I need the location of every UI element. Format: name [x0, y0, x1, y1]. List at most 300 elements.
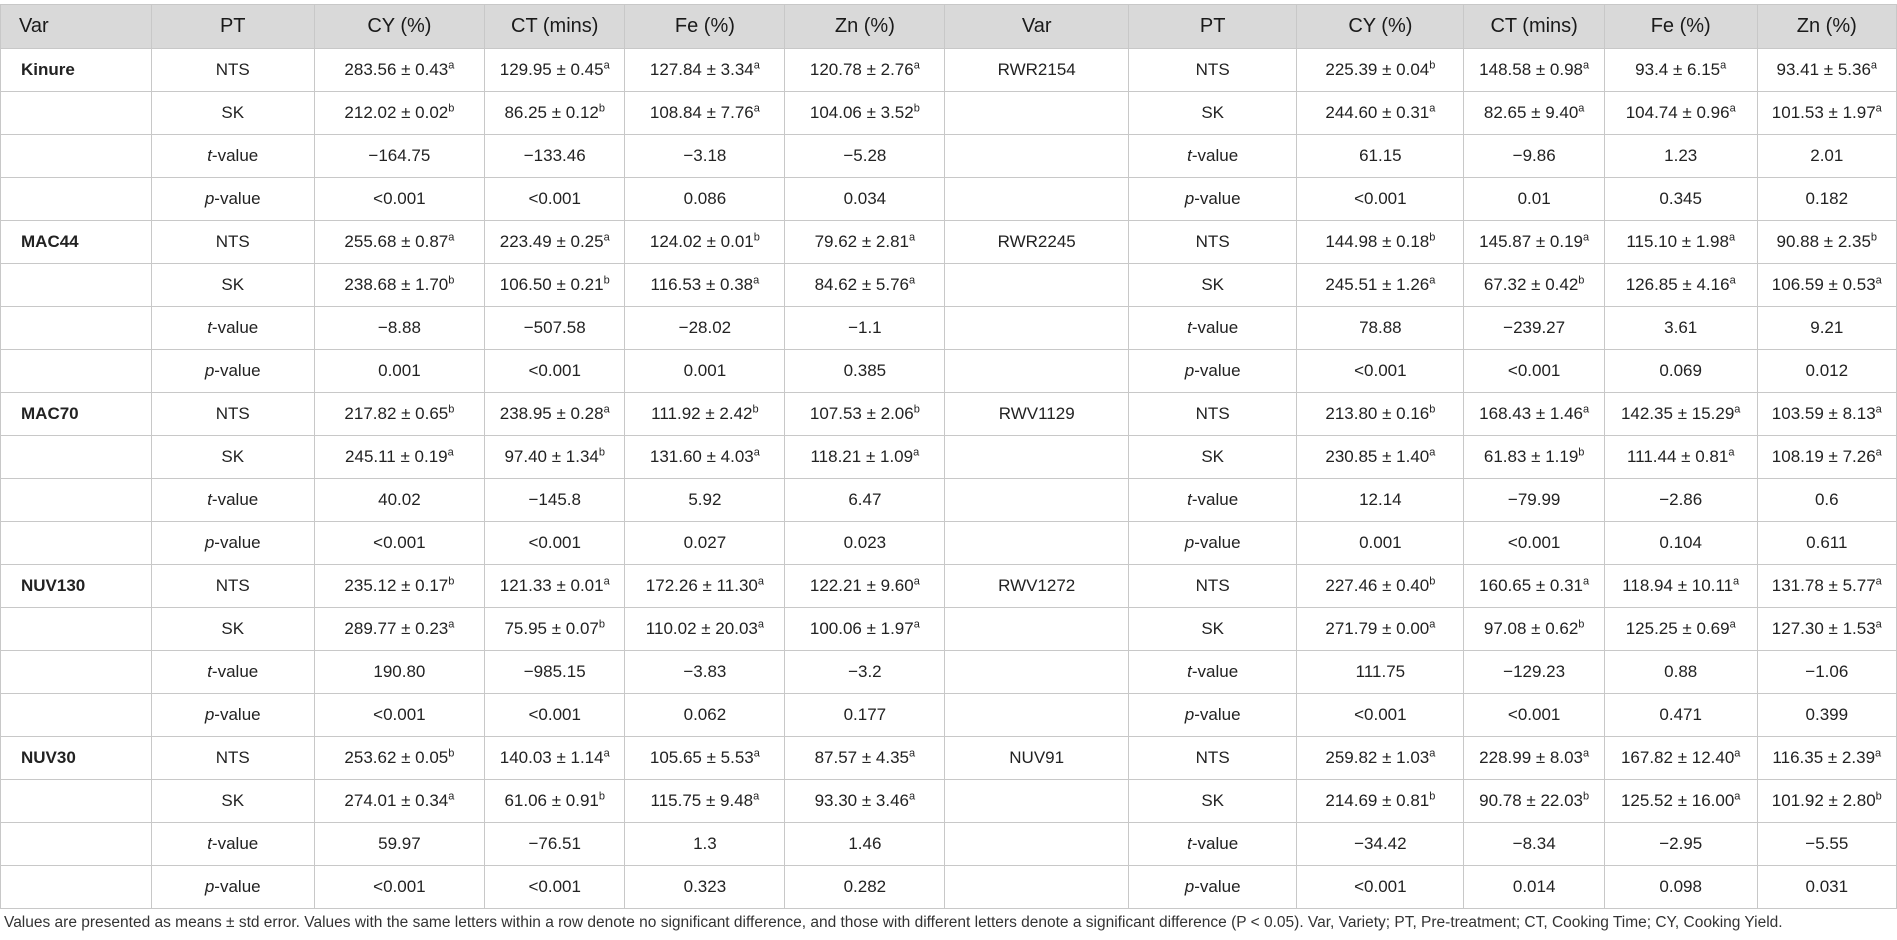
- data-table-wrapper: [0, 4, 1897, 909]
- pretreatment-cell: NTS: [151, 393, 314, 436]
- fe-cell-right: 142.35 ± 15.29$^a$: [1604, 393, 1757, 436]
- ct-cell: 97.40 ± 1.34$^b$: [485, 436, 625, 479]
- zn-cell: −5.28: [785, 135, 945, 178]
- zn-cell-right: 101.92 ± 2.80$^b$: [1757, 780, 1896, 823]
- significance-letter: a: [1875, 618, 1882, 631]
- significance-letter: a: [753, 59, 760, 72]
- zn-cell: 93.30 ± 3.46$^a$: [785, 780, 945, 823]
- cy-cell: −8.88: [314, 307, 484, 350]
- variety-cell-right: [945, 307, 1129, 350]
- table-row: [1, 565, 1897, 608]
- significance-letter: b: [598, 446, 605, 459]
- variety-cell: [1, 135, 152, 178]
- variety-cell: NUV130: [1, 565, 152, 608]
- significance-letter: a: [909, 747, 916, 760]
- zn-cell-right: 90.88 ± 2.35$^b$: [1757, 221, 1896, 264]
- variety-cell-right: [945, 780, 1129, 823]
- ct-cell-right: −8.34: [1464, 823, 1604, 866]
- fe-cell-right: 3.61: [1604, 307, 1757, 350]
- table-row: [1, 737, 1897, 780]
- cy-cell-right: 245.51 ± 1.26$^a$: [1297, 264, 1464, 307]
- cy-cell-right: <0.001: [1297, 694, 1464, 737]
- pretreatment-cell-right: p-value: [1129, 522, 1297, 565]
- significance-letter: a: [448, 618, 455, 631]
- pretreatment-cell-right: p-value: [1129, 866, 1297, 909]
- pretreatment-cell: p-value: [151, 522, 314, 565]
- ct-cell: −145.8: [485, 479, 625, 522]
- table-row: [1, 651, 1897, 694]
- ct-cell-right: 82.65 ± 9.40$^a$: [1464, 92, 1604, 135]
- significance-letter: b: [913, 102, 920, 115]
- significance-letter: b: [1578, 446, 1585, 459]
- pretreatment-cell: p-value: [151, 694, 314, 737]
- fe-cell-right: −2.95: [1604, 823, 1757, 866]
- fe-cell-right: 115.10 ± 1.98$^a$: [1604, 221, 1757, 264]
- significance-letter: b: [1578, 618, 1585, 631]
- zn-cell: 87.57 ± 4.35$^a$: [785, 737, 945, 780]
- ct-cell: <0.001: [485, 350, 625, 393]
- zn-cell-right: 2.01: [1757, 135, 1896, 178]
- pretreatment-cell: t-value: [151, 307, 314, 350]
- fe-cell: 0.323: [625, 866, 785, 909]
- significance-letter: a: [1734, 790, 1741, 803]
- significance-letter: b: [1875, 790, 1882, 803]
- fe-cell-right: 1.23: [1604, 135, 1757, 178]
- significance-letter: a: [757, 618, 764, 631]
- cy-cell: <0.001: [314, 522, 484, 565]
- variety-cell: [1, 264, 152, 307]
- significance-letter: a: [1875, 274, 1882, 287]
- variety-cell: [1, 694, 152, 737]
- header-cy: CY (%): [314, 5, 484, 49]
- zn-cell: −3.2: [785, 651, 945, 694]
- pretreatment-cell-right: NTS: [1129, 221, 1297, 264]
- zn-cell: 1.46: [785, 823, 945, 866]
- ct-cell: 61.06 ± 0.91$^b$: [485, 780, 625, 823]
- significance-letter: b: [598, 102, 605, 115]
- ct-cell: 86.25 ± 0.12$^b$: [485, 92, 625, 135]
- pretreatment-cell-right: SK: [1129, 436, 1297, 479]
- cy-cell: 235.12 ± 0.17$^b$: [314, 565, 484, 608]
- variety-cell: [1, 780, 152, 823]
- fe-cell-right: 0.069: [1604, 350, 1757, 393]
- fe-cell-right: 0.098: [1604, 866, 1757, 909]
- significance-letter: a: [913, 575, 920, 588]
- cy-cell: 217.82 ± 0.65$^b$: [314, 393, 484, 436]
- header-var-right: Var: [945, 5, 1129, 49]
- significance-letter: b: [913, 403, 920, 416]
- variety-cell-right: [945, 436, 1129, 479]
- ct-cell-right: 148.58 ± 0.98$^a$: [1464, 49, 1604, 92]
- zn-cell: 122.21 ± 9.60$^a$: [785, 565, 945, 608]
- significance-letter: a: [909, 274, 916, 287]
- significance-letter: a: [1583, 747, 1590, 760]
- ct-cell-right: 61.83 ± 1.19$^b$: [1464, 436, 1604, 479]
- pretreatment-cell: SK: [151, 436, 314, 479]
- significance-letter: a: [1429, 274, 1436, 287]
- fe-cell: 115.75 ± 9.48$^a$: [625, 780, 785, 823]
- fe-cell-right: 125.52 ± 16.00$^a$: [1604, 780, 1757, 823]
- pretreatment-cell-right: SK: [1129, 780, 1297, 823]
- significance-letter: b: [1578, 274, 1585, 287]
- table-row: [1, 823, 1897, 866]
- ct-cell: 75.95 ± 0.07$^b$: [485, 608, 625, 651]
- zn-cell: 104.06 ± 3.52$^b$: [785, 92, 945, 135]
- cy-cell: −164.75: [314, 135, 484, 178]
- fe-cell: 0.062: [625, 694, 785, 737]
- fe-cell: −28.02: [625, 307, 785, 350]
- variety-cell-right: [945, 694, 1129, 737]
- cy-cell-right: <0.001: [1297, 178, 1464, 221]
- pretreatment-cell-right: t-value: [1129, 651, 1297, 694]
- significance-letter: a: [1583, 59, 1590, 72]
- cy-cell-right: 230.85 ± 1.40$^a$: [1297, 436, 1464, 479]
- ct-cell: −507.58: [485, 307, 625, 350]
- variety-cell-right: RWV1272: [945, 565, 1129, 608]
- variety-cell-right: [945, 92, 1129, 135]
- significance-letter: a: [1720, 59, 1727, 72]
- pretreatment-cell-right: NTS: [1129, 565, 1297, 608]
- significance-letter: b: [1429, 790, 1436, 803]
- fe-cell: 1.3: [625, 823, 785, 866]
- variety-cell-right: [945, 264, 1129, 307]
- ct-cell: <0.001: [485, 694, 625, 737]
- variety-cell-right: [945, 823, 1129, 866]
- variety-cell: [1, 92, 152, 135]
- variety-cell: MAC44: [1, 221, 152, 264]
- cy-cell: 190.80: [314, 651, 484, 694]
- cy-cell-right: <0.001: [1297, 350, 1464, 393]
- ct-cell-right: −79.99: [1464, 479, 1604, 522]
- significance-letter: b: [753, 231, 760, 244]
- significance-letter: b: [1583, 790, 1590, 803]
- pretreatment-cell-right: NTS: [1129, 49, 1297, 92]
- pretreatment-cell: p-value: [151, 866, 314, 909]
- zn-cell: 0.282: [785, 866, 945, 909]
- fe-cell: 0.027: [625, 522, 785, 565]
- pretreatment-cell-right: p-value: [1129, 350, 1297, 393]
- significance-letter: a: [448, 790, 455, 803]
- table-row: [1, 866, 1897, 909]
- variety-cell: [1, 307, 152, 350]
- significance-letter: a: [1578, 102, 1585, 115]
- zn-cell-right: 106.59 ± 0.53$^a$: [1757, 264, 1896, 307]
- zn-cell-right: 0.012: [1757, 350, 1896, 393]
- significance-letter: a: [1870, 59, 1878, 72]
- cy-cell-right: 214.69 ± 0.81$^b$: [1297, 780, 1464, 823]
- significance-letter: b: [448, 747, 455, 760]
- pretreatment-cell: NTS: [151, 49, 314, 92]
- table-row: [1, 608, 1897, 651]
- significance-letter: a: [753, 790, 760, 803]
- header-var: Var: [1, 5, 152, 49]
- significance-letter: b: [448, 575, 455, 588]
- pretreatment-cell-right: SK: [1129, 92, 1297, 135]
- table-row: [1, 694, 1897, 737]
- fe-cell-right: 125.25 ± 0.69$^a$: [1604, 608, 1757, 651]
- cy-cell: 255.68 ± 0.87$^a$: [314, 221, 484, 264]
- significance-letter: a: [1583, 231, 1590, 244]
- ct-cell: 238.95 ± 0.28$^a$: [485, 393, 625, 436]
- fe-cell: 172.26 ± 11.30$^a$: [625, 565, 785, 608]
- fe-cell-right: 104.74 ± 0.96$^a$: [1604, 92, 1757, 135]
- pretreatment-cell-right: t-value: [1129, 823, 1297, 866]
- significance-letter: a: [1875, 446, 1882, 459]
- pretreatment-cell-right: NTS: [1129, 737, 1297, 780]
- header-zn: Zn (%): [785, 5, 945, 49]
- significance-letter: b: [448, 403, 455, 416]
- fe-cell: 105.65 ± 5.53$^a$: [625, 737, 785, 780]
- pretreatment-cell: t-value: [151, 479, 314, 522]
- zn-cell: −1.1: [785, 307, 945, 350]
- significance-letter: a: [603, 403, 610, 416]
- variety-cell: [1, 350, 152, 393]
- header-pt: PT: [151, 5, 314, 49]
- fe-cell: 108.84 ± 7.76$^a$: [625, 92, 785, 135]
- zn-cell-right: 93.41 ± 5.36$^a$: [1757, 49, 1896, 92]
- zn-cell: 0.385: [785, 350, 945, 393]
- fe-cell-right: 0.88: [1604, 651, 1757, 694]
- cy-cell: 253.62 ± 0.05$^b$: [314, 737, 484, 780]
- zn-cell-right: 108.19 ± 7.26$^a$: [1757, 436, 1896, 479]
- table-row: [1, 221, 1897, 264]
- zn-cell-right: 131.78 ± 5.77$^a$: [1757, 565, 1896, 608]
- significance-letter: b: [752, 403, 759, 416]
- pretreatment-cell: NTS: [151, 565, 314, 608]
- pretreatment-cell-right: t-value: [1129, 479, 1297, 522]
- significance-letter: b: [1429, 231, 1436, 244]
- significance-letter: a: [1429, 747, 1436, 760]
- significance-letter: a: [1429, 618, 1436, 631]
- table-footnote: Values are presented as means ± std error. Values with the same letters within a row denote no significant difference, and those with different letters denote a significant difference (P < 0.05). Var, Variety; PT, Pre-treatment; CT, Cooking Time; CY, Cooking Yield.: [4, 914, 1783, 931]
- cy-cell-right: 144.98 ± 0.18$^b$: [1297, 221, 1464, 264]
- significance-letter: a: [1583, 575, 1590, 588]
- pretreatment-cell-right: SK: [1129, 608, 1297, 651]
- variety-cell-right: [945, 135, 1129, 178]
- ct-cell-right: 0.014: [1464, 866, 1604, 909]
- pretreatment-cell-right: NTS: [1129, 393, 1297, 436]
- ct-cell-right: −9.86: [1464, 135, 1604, 178]
- cy-cell: 245.11 ± 0.19$^a$: [314, 436, 484, 479]
- zn-cell-right: −5.55: [1757, 823, 1896, 866]
- fe-cell: 116.53 ± 0.38$^a$: [625, 264, 785, 307]
- zn-cell-right: 0.6: [1757, 479, 1896, 522]
- significance-letter: a: [603, 59, 610, 72]
- variety-cell: [1, 866, 152, 909]
- ct-cell-right: <0.001: [1464, 694, 1604, 737]
- ct-cell: −985.15: [485, 651, 625, 694]
- ct-cell-right: 168.43 ± 1.46$^a$: [1464, 393, 1604, 436]
- zn-cell-right: −1.06: [1757, 651, 1896, 694]
- fe-cell-right: −2.86: [1604, 479, 1757, 522]
- significance-letter: b: [603, 274, 610, 287]
- pretreatment-cell: SK: [151, 264, 314, 307]
- cy-cell: 40.02: [314, 479, 484, 522]
- significance-letter: a: [1728, 446, 1735, 459]
- significance-letter: a: [1729, 274, 1736, 287]
- variety-cell-right: [945, 522, 1129, 565]
- header-pt-right: PT: [1129, 5, 1297, 49]
- cy-cell: <0.001: [314, 694, 484, 737]
- significance-letter: b: [598, 618, 605, 631]
- ct-cell-right: 0.01: [1464, 178, 1604, 221]
- fe-cell: 111.92 ± 2.42$^b$: [625, 393, 785, 436]
- table-row: [1, 522, 1897, 565]
- significance-letter: a: [753, 102, 760, 115]
- significance-letter: a: [1729, 102, 1736, 115]
- ct-cell-right: −239.27: [1464, 307, 1604, 350]
- header-ct-right: CT (mins): [1464, 5, 1604, 49]
- fe-cell-right: 0.104: [1604, 522, 1757, 565]
- cy-cell: 0.001: [314, 350, 484, 393]
- pretreatment-cell: NTS: [151, 737, 314, 780]
- pretreatment-cell-right: p-value: [1129, 694, 1297, 737]
- variety-cell-right: RWR2245: [945, 221, 1129, 264]
- pretreatment-cell: p-value: [151, 350, 314, 393]
- cy-cell: 238.68 ± 1.70$^b$: [314, 264, 484, 307]
- ct-cell: <0.001: [485, 866, 625, 909]
- table-row: [1, 264, 1897, 307]
- significance-letter: a: [1875, 747, 1882, 760]
- variety-cell: [1, 436, 152, 479]
- variety-cell: [1, 522, 152, 565]
- significance-letter: a: [1729, 618, 1736, 631]
- cy-cell-right: 259.82 ± 1.03$^a$: [1297, 737, 1464, 780]
- significance-letter: a: [448, 231, 455, 244]
- fe-cell: 0.001: [625, 350, 785, 393]
- significance-letter: a: [1733, 575, 1740, 588]
- cy-cell-right: 0.001: [1297, 522, 1464, 565]
- ct-cell: <0.001: [485, 522, 625, 565]
- table-body: [1, 49, 1897, 909]
- fe-cell: 110.02 ± 20.03$^a$: [625, 608, 785, 651]
- variety-cell-right: [945, 178, 1129, 221]
- significance-letter: b: [448, 274, 455, 287]
- ct-cell: 223.49 ± 0.25$^a$: [485, 221, 625, 264]
- fe-cell: 5.92: [625, 479, 785, 522]
- pretreatment-cell: SK: [151, 608, 314, 651]
- header-ct: CT (mins): [485, 5, 625, 49]
- fe-cell-right: 118.94 ± 10.11$^a$: [1604, 565, 1757, 608]
- cy-cell-right: 61.15: [1297, 135, 1464, 178]
- variety-cell: MAC70: [1, 393, 152, 436]
- zn-cell-right: 116.35 ± 2.39$^a$: [1757, 737, 1896, 780]
- cy-cell: 212.02 ± 0.02$^b$: [314, 92, 484, 135]
- zn-cell: 120.78 ± 2.76$^a$: [785, 49, 945, 92]
- significance-letter: b: [1429, 575, 1436, 588]
- significance-letter: a: [909, 790, 916, 803]
- variety-cell: Kinure: [1, 49, 152, 92]
- significance-letter: b: [1429, 59, 1436, 72]
- pretreatment-cell: t-value: [151, 135, 314, 178]
- table-row: [1, 178, 1897, 221]
- pretreatment-cell: SK: [151, 780, 314, 823]
- ct-cell-right: <0.001: [1464, 522, 1604, 565]
- significance-letter: a: [757, 575, 764, 588]
- zn-cell: 0.177: [785, 694, 945, 737]
- cy-cell-right: 225.39 ± 0.04$^b$: [1297, 49, 1464, 92]
- fe-cell-right: 0.345: [1604, 178, 1757, 221]
- cy-cell-right: 111.75: [1297, 651, 1464, 694]
- table-row: [1, 135, 1897, 178]
- significance-letter: a: [1875, 102, 1882, 115]
- ct-cell-right: 97.08 ± 0.62$^b$: [1464, 608, 1604, 651]
- table-row: [1, 780, 1897, 823]
- variety-cell: [1, 651, 152, 694]
- pretreatment-cell-right: t-value: [1129, 307, 1297, 350]
- cy-cell: 289.77 ± 0.23$^a$: [314, 608, 484, 651]
- cy-cell-right: 12.14: [1297, 479, 1464, 522]
- ct-cell: <0.001: [485, 178, 625, 221]
- variety-cell: [1, 178, 152, 221]
- cy-cell: <0.001: [314, 178, 484, 221]
- significance-letter: b: [448, 102, 455, 115]
- ct-cell: −133.46: [485, 135, 625, 178]
- ct-cell: −76.51: [485, 823, 625, 866]
- variety-cell-right: [945, 651, 1129, 694]
- significance-letter: a: [913, 446, 920, 459]
- fe-cell: 131.60 ± 4.03$^a$: [625, 436, 785, 479]
- cy-cell: 274.01 ± 0.34$^a$: [314, 780, 484, 823]
- table-row: [1, 307, 1897, 350]
- significance-letter: a: [913, 618, 920, 631]
- ct-cell: 140.03 ± 1.14$^a$: [485, 737, 625, 780]
- zn-cell-right: 103.59 ± 8.13$^a$: [1757, 393, 1896, 436]
- zn-cell: 118.21 ± 1.09$^a$: [785, 436, 945, 479]
- significance-letter: a: [448, 59, 455, 72]
- variety-cell-right: NUV91: [945, 737, 1129, 780]
- ct-cell-right: −129.23: [1464, 651, 1604, 694]
- header-fe: Fe (%): [625, 5, 785, 49]
- pretreatment-cell: t-value: [151, 823, 314, 866]
- cy-cell: 283.56 ± 0.43$^a$: [314, 49, 484, 92]
- fe-cell-right: 93.4 ± 6.15$^a$: [1604, 49, 1757, 92]
- ct-cell-right: 90.78 ± 22.03$^b$: [1464, 780, 1604, 823]
- fe-cell: 124.02 ± 0.01$^b$: [625, 221, 785, 264]
- pretreatment-cell-right: SK: [1129, 264, 1297, 307]
- significance-letter: a: [1583, 403, 1590, 416]
- results-table: [0, 4, 1897, 909]
- significance-letter: a: [603, 575, 610, 588]
- significance-letter: a: [753, 274, 760, 287]
- variety-cell: NUV30: [1, 737, 152, 780]
- table-row: [1, 393, 1897, 436]
- significance-letter: a: [913, 59, 920, 72]
- significance-letter: a: [1734, 747, 1741, 760]
- header-zn-right: Zn (%): [1757, 5, 1896, 49]
- fe-cell-right: 0.471: [1604, 694, 1757, 737]
- header-cy-right: CY (%): [1297, 5, 1464, 49]
- cy-cell-right: 271.79 ± 0.00$^a$: [1297, 608, 1464, 651]
- cy-cell-right: 213.80 ± 0.16$^b$: [1297, 393, 1464, 436]
- variety-cell-right: [945, 350, 1129, 393]
- pretreatment-cell: t-value: [151, 651, 314, 694]
- pretreatment-cell-right: t-value: [1129, 135, 1297, 178]
- table-row: [1, 479, 1897, 522]
- significance-letter: a: [1734, 403, 1741, 416]
- pretreatment-cell-right: p-value: [1129, 178, 1297, 221]
- zn-cell-right: 0.182: [1757, 178, 1896, 221]
- ct-cell-right: 160.65 ± 0.31$^a$: [1464, 565, 1604, 608]
- ct-cell-right: 228.99 ± 8.03$^a$: [1464, 737, 1604, 780]
- zn-cell: 84.62 ± 5.76$^a$: [785, 264, 945, 307]
- significance-letter: a: [1728, 231, 1736, 244]
- significance-letter: a: [1875, 403, 1882, 416]
- significance-letter: a: [603, 747, 610, 760]
- variety-cell-right: [945, 479, 1129, 522]
- zn-cell: 0.023: [785, 522, 945, 565]
- cy-cell-right: 227.46 ± 0.40$^b$: [1297, 565, 1464, 608]
